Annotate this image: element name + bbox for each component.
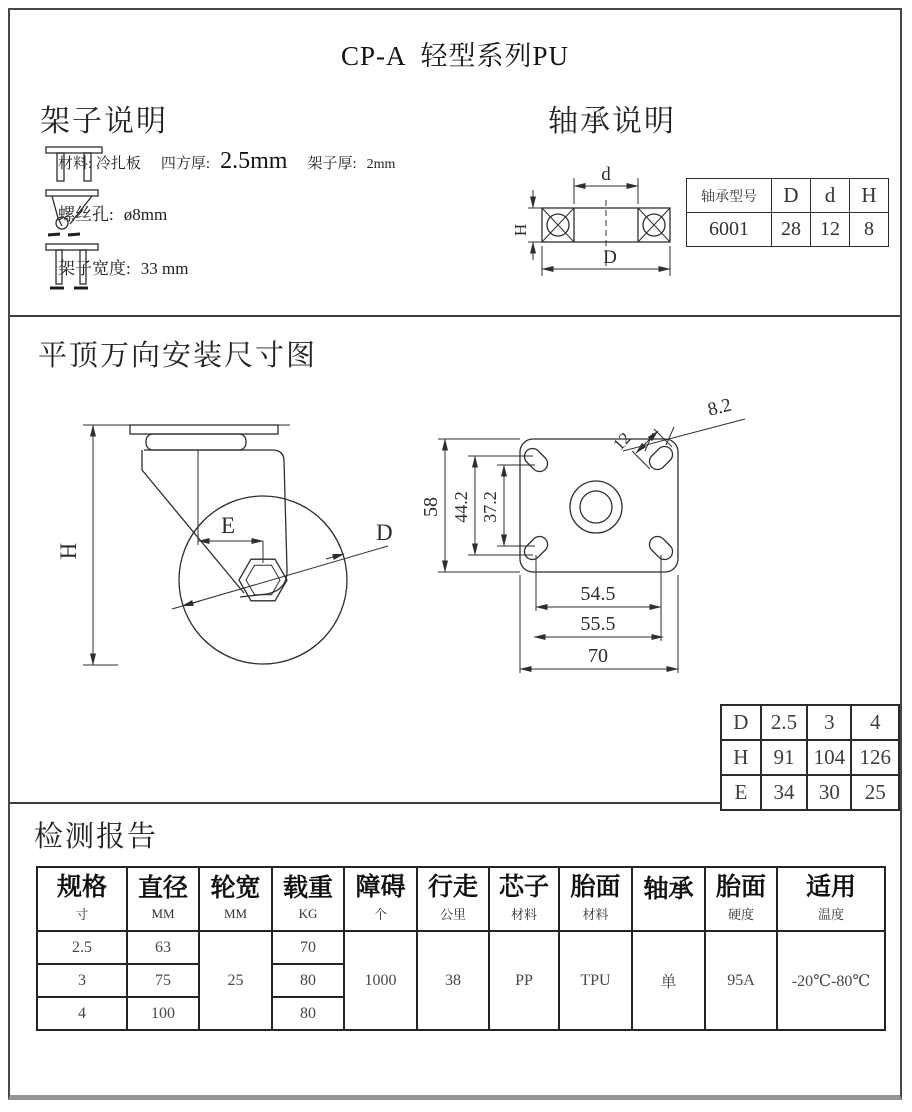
col-wheel-width-title: 轮宽: [210, 875, 261, 903]
frame-front-icon: [42, 141, 106, 183]
dim-12-label: 12: [609, 428, 635, 454]
col-obstacle: [344, 867, 417, 931]
square-thickness-value: 2.5mm: [220, 148, 288, 174]
bearing-cross-section-diagram: [511, 156, 695, 296]
bearing-D-value: 28: [772, 213, 811, 247]
col-spec-unit: 寸: [75, 907, 89, 923]
bearing-dim-H-label: H: [511, 223, 530, 237]
page-title: CP-A 轻型系列PU: [340, 41, 570, 71]
spec-1: 2.5: [37, 931, 127, 964]
bearing-d-header: d: [811, 179, 850, 213]
frame-thickness-value: 2mm: [366, 157, 396, 172]
square-thickness-label: 四方厚:: [160, 156, 211, 172]
col-distance-unit: 公里: [439, 907, 466, 923]
col-obstacle-title: 障碍: [355, 873, 406, 901]
dhe-D-2: 3: [807, 705, 851, 740]
bearing-description-heading: 轴承说明: [548, 105, 676, 138]
frame-material-text: [58, 148, 395, 175]
load-1: 70: [272, 931, 344, 964]
col-hardness-unit: 硬度: [727, 907, 754, 923]
side-dim-H-label: H: [56, 542, 81, 560]
col-bearing-title: 轴承: [643, 875, 694, 903]
bearing-D-header: D: [772, 179, 811, 213]
dim-70-label: 70: [588, 645, 608, 667]
dhe-H-1: 91: [761, 740, 808, 775]
dhe-D-3: 4: [851, 705, 899, 740]
diameter-3: 100: [127, 997, 199, 1030]
side-dim-E-label: E: [220, 513, 236, 538]
col-spec: [37, 867, 127, 931]
col-core: [489, 867, 559, 931]
col-diameter-title: 直径: [137, 875, 188, 903]
frame-side-icon: [42, 186, 102, 240]
col-tread-material: [559, 867, 632, 931]
plate-top-view-drawing: [420, 394, 753, 695]
bearing-dim-d-label: d: [601, 164, 611, 185]
dhe-E-1: 34: [761, 775, 808, 810]
mounting-heading: 平顶万向安装尺寸图: [38, 340, 318, 372]
bearing-d-value: 12: [811, 213, 850, 247]
caster-dimensions: [56, 425, 393, 665]
header-section: [10, 10, 900, 317]
bearing-H-value: 8: [850, 213, 889, 247]
load-2: 80: [272, 964, 344, 997]
core-material-value: PP: [489, 931, 559, 1030]
col-load: [272, 867, 344, 931]
bearing-spec-table: [686, 178, 889, 247]
col-bearing: [632, 867, 705, 931]
col-wheel-width: [199, 867, 272, 931]
bearing-table-header-row: [687, 179, 889, 213]
frame-description-heading: 架子说明: [40, 105, 168, 138]
dhe-D-1: 2.5: [761, 705, 808, 740]
col-load-title: 载重: [282, 875, 333, 903]
dhe-row-D: [721, 705, 899, 740]
bearing-model-header: 轴承型号: [687, 179, 772, 213]
frame-width-icon: [42, 240, 102, 294]
screwhole-label: 螺丝孔:: [58, 205, 114, 224]
dhe-H-2: 104: [807, 740, 851, 775]
col-hardness-title: 胎面: [715, 873, 766, 901]
side-dim-D-label: D: [376, 520, 393, 545]
dhe-H-3: 126: [851, 740, 899, 775]
col-core-unit: 材料: [510, 907, 537, 923]
bearing-H-header: H: [850, 179, 889, 213]
col-temperature-title: 适用: [805, 873, 856, 901]
col-core-title: 芯子: [498, 873, 549, 901]
temperature-value: -20℃-80℃: [777, 931, 885, 1030]
frame-thickness-label: 架子厚:: [307, 156, 357, 172]
col-diameter: [127, 867, 199, 931]
diameter-2: 75: [127, 964, 199, 997]
dhe-E-2: 30: [807, 775, 851, 810]
bearing-dimensions: [511, 164, 670, 276]
frame-width-row: [42, 254, 188, 279]
caster-body: [83, 425, 347, 664]
report-data-row-1: [37, 931, 885, 964]
caster-side-view-drawing: [58, 393, 398, 693]
col-temperature-unit: 温度: [817, 907, 844, 923]
dhe-E-3: 25: [851, 775, 899, 810]
diameter-1: 63: [127, 931, 199, 964]
frame-width-value: 33 mm: [140, 259, 189, 278]
frame-screwhole-row: [42, 200, 167, 225]
plate-dimensions: [420, 395, 745, 673]
report-header-row: [37, 867, 885, 931]
dim-55-5-label: 55.5: [580, 613, 616, 635]
dhe-row-H: [721, 740, 899, 775]
col-spec-title: 规格: [56, 873, 107, 901]
mounting-dimension-section: [10, 317, 900, 804]
dim-37-2-label: 37.2: [480, 491, 500, 523]
col-hardness: [705, 867, 777, 931]
col-obstacle-unit: 个: [373, 907, 387, 923]
wheel-width-value: 25: [199, 931, 272, 1030]
dhe-label-E: E: [721, 775, 761, 810]
dim-54-5-label: 54.5: [580, 583, 616, 605]
obstacle-value: 1000: [344, 931, 417, 1030]
col-tread-material-unit: 材料: [582, 907, 609, 923]
col-bearing-unit: [633, 906, 704, 921]
screwhole-value: ø8mm: [123, 205, 168, 224]
dhe-label-D: D: [721, 705, 761, 740]
drawing-sheet: [8, 8, 902, 1100]
dhe-label-H: H: [721, 740, 761, 775]
col-tread-material-title: 胎面: [570, 873, 621, 901]
bearing-model-value: 6001: [687, 213, 772, 247]
frame-material-row: [42, 148, 395, 175]
bearing-table-value-row: [687, 213, 889, 247]
test-report-section: [10, 804, 900, 1095]
test-report-table: [36, 866, 886, 1031]
col-temperature: [777, 867, 885, 931]
hardness-value: 95A: [705, 931, 777, 1030]
dim-44-2-label: 44.2: [451, 491, 471, 523]
load-3: 80: [272, 997, 344, 1030]
dim-8-2-label: 8.2: [705, 394, 734, 421]
col-distance-title: 行走: [427, 873, 478, 901]
bearing-type-value: 单: [632, 931, 705, 1030]
dim-58-label: 58: [420, 497, 442, 517]
spec-2: 3: [37, 964, 127, 997]
spec-3: 4: [37, 997, 127, 1030]
tread-material-value: TPU: [559, 931, 632, 1030]
distance-value: 38: [417, 931, 489, 1030]
plate-body: [520, 439, 678, 572]
col-distance: [417, 867, 489, 931]
frame-width-label: 架子宽度:: [58, 259, 131, 278]
col-diameter-unit: MM: [151, 905, 175, 921]
bearing-dim-D-label: D: [603, 247, 617, 268]
material-label: 材料: 冷扎板: [58, 156, 141, 172]
dhe-size-table: [720, 704, 900, 811]
col-wheel-width-unit: MM: [223, 905, 248, 921]
col-load-unit: KG: [298, 905, 318, 921]
report-heading: 检测报告: [34, 821, 159, 853]
